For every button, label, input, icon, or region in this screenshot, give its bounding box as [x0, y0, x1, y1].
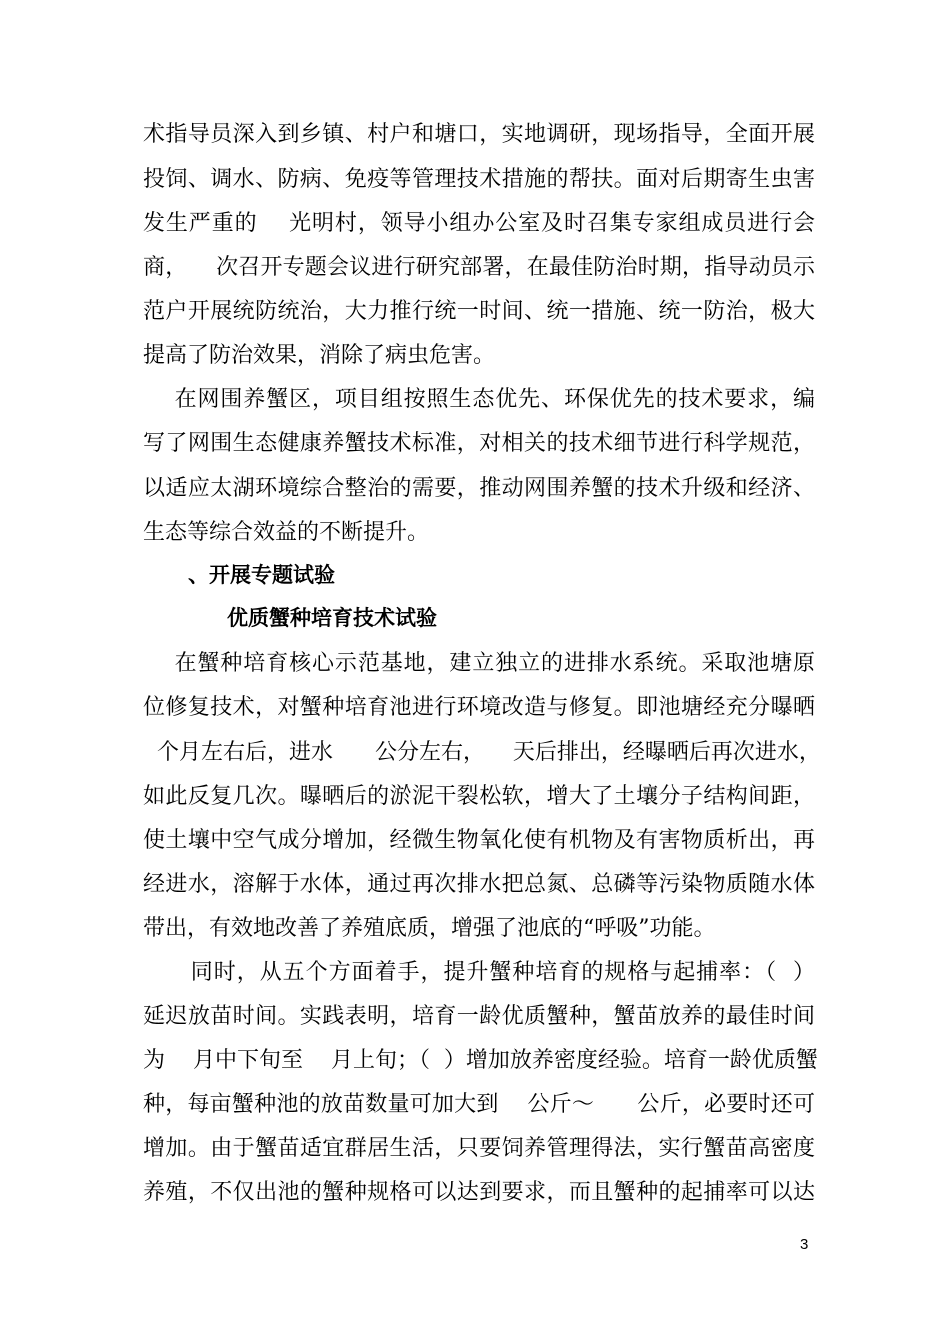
body-line: 个月左右后，进水 公分左右， 天后排出，经曝晒后再次进水，: [143, 740, 821, 765]
body-line: 术指导员深入到乡镇、村户和塘口，实地调研，现场指导，全面开展: [143, 122, 815, 147]
body-line: 种，每亩蟹种池的放苗数量可加大到 公斤～ 公斤，必要时还可: [143, 1092, 815, 1117]
body-line: 写了网围生态健康养蟹技术标准，对相关的技术细节进行科学规范，: [143, 431, 815, 456]
body-line: 使土壤中空气成分增加，经微生物氧化使有机物及有害物质析出，再: [143, 828, 815, 853]
body-line: 如此反复几次。曝晒后的淤泥干裂松软，增大了土壤分子结构间距，: [143, 784, 815, 809]
body-line: 在网围养蟹区，项目组按照生态优先、环保优先的技术要求，编: [143, 387, 815, 412]
body-line: 在蟹种培育核心示范基地，建立独立的进排水系统。采取池塘原: [143, 651, 815, 676]
body-line: 经进水，溶解于水体，通过再次排水把总氮、总磷等污染物质随水体: [143, 872, 815, 897]
body-line: 提高了防治效果，消除了病虫危害。: [143, 343, 496, 368]
body-line: 为 月中下旬至 月上旬；（ ）增加放养密度经验。培育一龄优质蟹: [143, 1048, 818, 1073]
body-line: 带出，有效地改善了养殖底质，增强了池底的“呼吸”功能。: [143, 916, 716, 941]
body-line: 投饲、调水、防病、免疫等管理技术措施的帮扶。面对后期寄生虫害: [143, 167, 815, 192]
body-line: 同时，从五个方面着手，提升蟹种培育的规格与起捕率：（ ）: [143, 960, 815, 985]
subsection-heading: 优质蟹种培育技术试验: [227, 606, 437, 630]
section-heading: 、开展专题试验: [188, 563, 335, 587]
body-line: 增加。由于蟹苗适宜群居生活，只要饲养管理得法，实行蟹苗高密度: [143, 1136, 815, 1161]
body-line: 发生严重的 光明村，领导小组办公室及时召集专家组成员进行会: [143, 211, 815, 236]
body-line: 以适应太湖环境综合整治的需要，推动网围养蟹的技术升级和经济、: [143, 476, 815, 501]
body-line: 延迟放苗时间。实践表明，培育一龄优质蟹种，蟹苗放养的最佳时间: [143, 1004, 815, 1029]
body-line: 养殖，不仅出池的蟹种规格可以达到要求，而且蟹种的起捕率可以达: [143, 1180, 815, 1205]
body-line: 位修复技术，对蟹种培育池进行环境改造与修复。即池塘经充分曝晒: [143, 695, 815, 720]
page-number: 3: [800, 1236, 809, 1253]
body-line: 范户开展统防统治，大力推行统一时间、统一措施、统一防治，极大: [143, 299, 815, 324]
body-line: 生态等综合效益的不断提升。: [143, 520, 430, 545]
body-line: 商， 次召开专题会议进行研究部署，在最佳防治时期，指导动员示: [143, 255, 815, 280]
